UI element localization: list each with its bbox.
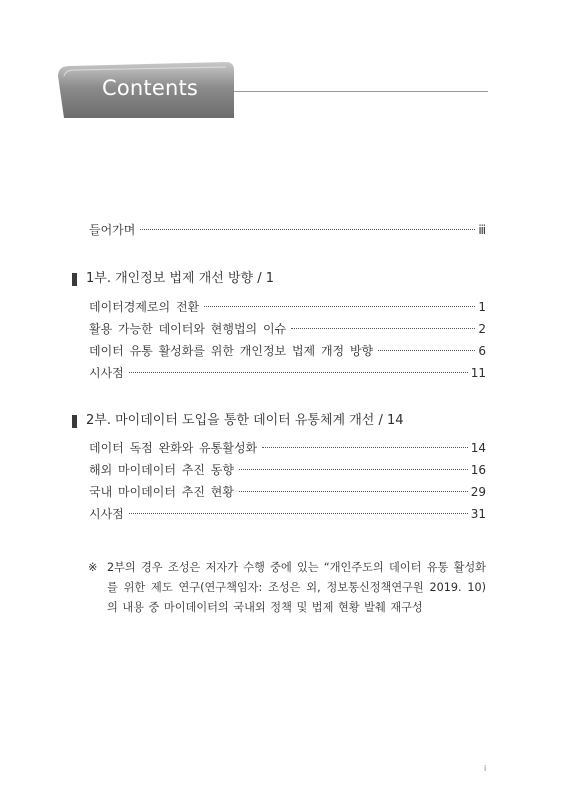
toc-entry[interactable] [89, 505, 486, 523]
toc-leader [129, 513, 468, 514]
toc-entry-title: 데이터경제로의 전환 [89, 300, 200, 314]
toc-entry-page: 11 [470, 366, 486, 380]
toc-entry[interactable] [89, 320, 486, 338]
footnote [88, 558, 486, 618]
toc-entry-title: 활용 가능한 데이터와 현행법의 이슈 [89, 322, 287, 336]
toc-entry-title: 해외 마이데이터 추진 동향 [89, 463, 234, 477]
toc-entry[interactable] [89, 439, 486, 457]
header-rule [234, 91, 488, 92]
toc-entry[interactable] [89, 364, 486, 382]
toc-entry-page: 1 [478, 300, 486, 314]
part-2-heading[interactable] [72, 412, 404, 430]
section-marker-icon [72, 273, 77, 286]
toc-entry-page: 6 [478, 344, 486, 358]
toc-leader [378, 350, 475, 351]
toc-entry[interactable] [89, 298, 486, 316]
toc-leader [239, 491, 468, 492]
toc-entry-title: 시사점 [89, 366, 124, 380]
page-number: i [484, 764, 487, 773]
toc-entry[interactable] [89, 342, 486, 360]
toc-entry-page: ⅲ [478, 223, 486, 237]
contents-tab [58, 62, 234, 118]
toc-entry-page: 29 [470, 485, 486, 499]
footnote-text: 2부의 경우 조성은 저자가 수행 중에 있는 “개인주도의 데이터 유통 활성화를 위한 제도 연구(연구책임자: 조성은 외, 정보통신정책연구원 2019. 10)의 내용 중 마이데이터의 국내외 정책 및 법제 현황 발췌 재구성 [107, 561, 486, 614]
toc-entry-title: 데이터 유통 활성화를 위한 개인정보 법제 개정 방향 [89, 344, 374, 358]
toc-entry-title: 시사점 [89, 507, 124, 521]
toc-entry-intro[interactable] [89, 221, 486, 239]
toc-entry-page: 14 [470, 441, 486, 455]
toc-leader [129, 372, 468, 373]
toc-entry[interactable] [89, 483, 486, 501]
toc-leader [239, 469, 468, 470]
note-reference-icon: ※ [88, 561, 98, 574]
toc-leader [140, 229, 475, 230]
toc-entry[interactable] [89, 461, 486, 479]
toc-leader [291, 328, 475, 329]
toc-entry-title: 들어가며 [89, 223, 136, 237]
part-2-heading-text: 2부. 마이데이터 도입을 통한 데이터 유통체계 개선 / 14 [86, 413, 404, 428]
part-1-heading-text: 1부. 개인정보 법제 개선 방향 / 1 [86, 271, 274, 286]
toc-entry-page: 31 [470, 507, 486, 521]
section-marker-icon [72, 415, 77, 428]
part-1-heading[interactable] [72, 270, 274, 288]
toc-leader [204, 306, 475, 307]
toc-entry-page: 2 [478, 322, 486, 336]
page-title: Contents [102, 76, 199, 100]
toc-leader [262, 447, 468, 448]
toc-entry-title: 데이터 독점 완화와 유통활성화 [89, 441, 258, 455]
toc-entry-title: 국내 마이데이터 추진 현황 [89, 485, 234, 499]
toc-entry-page: 16 [470, 463, 486, 477]
